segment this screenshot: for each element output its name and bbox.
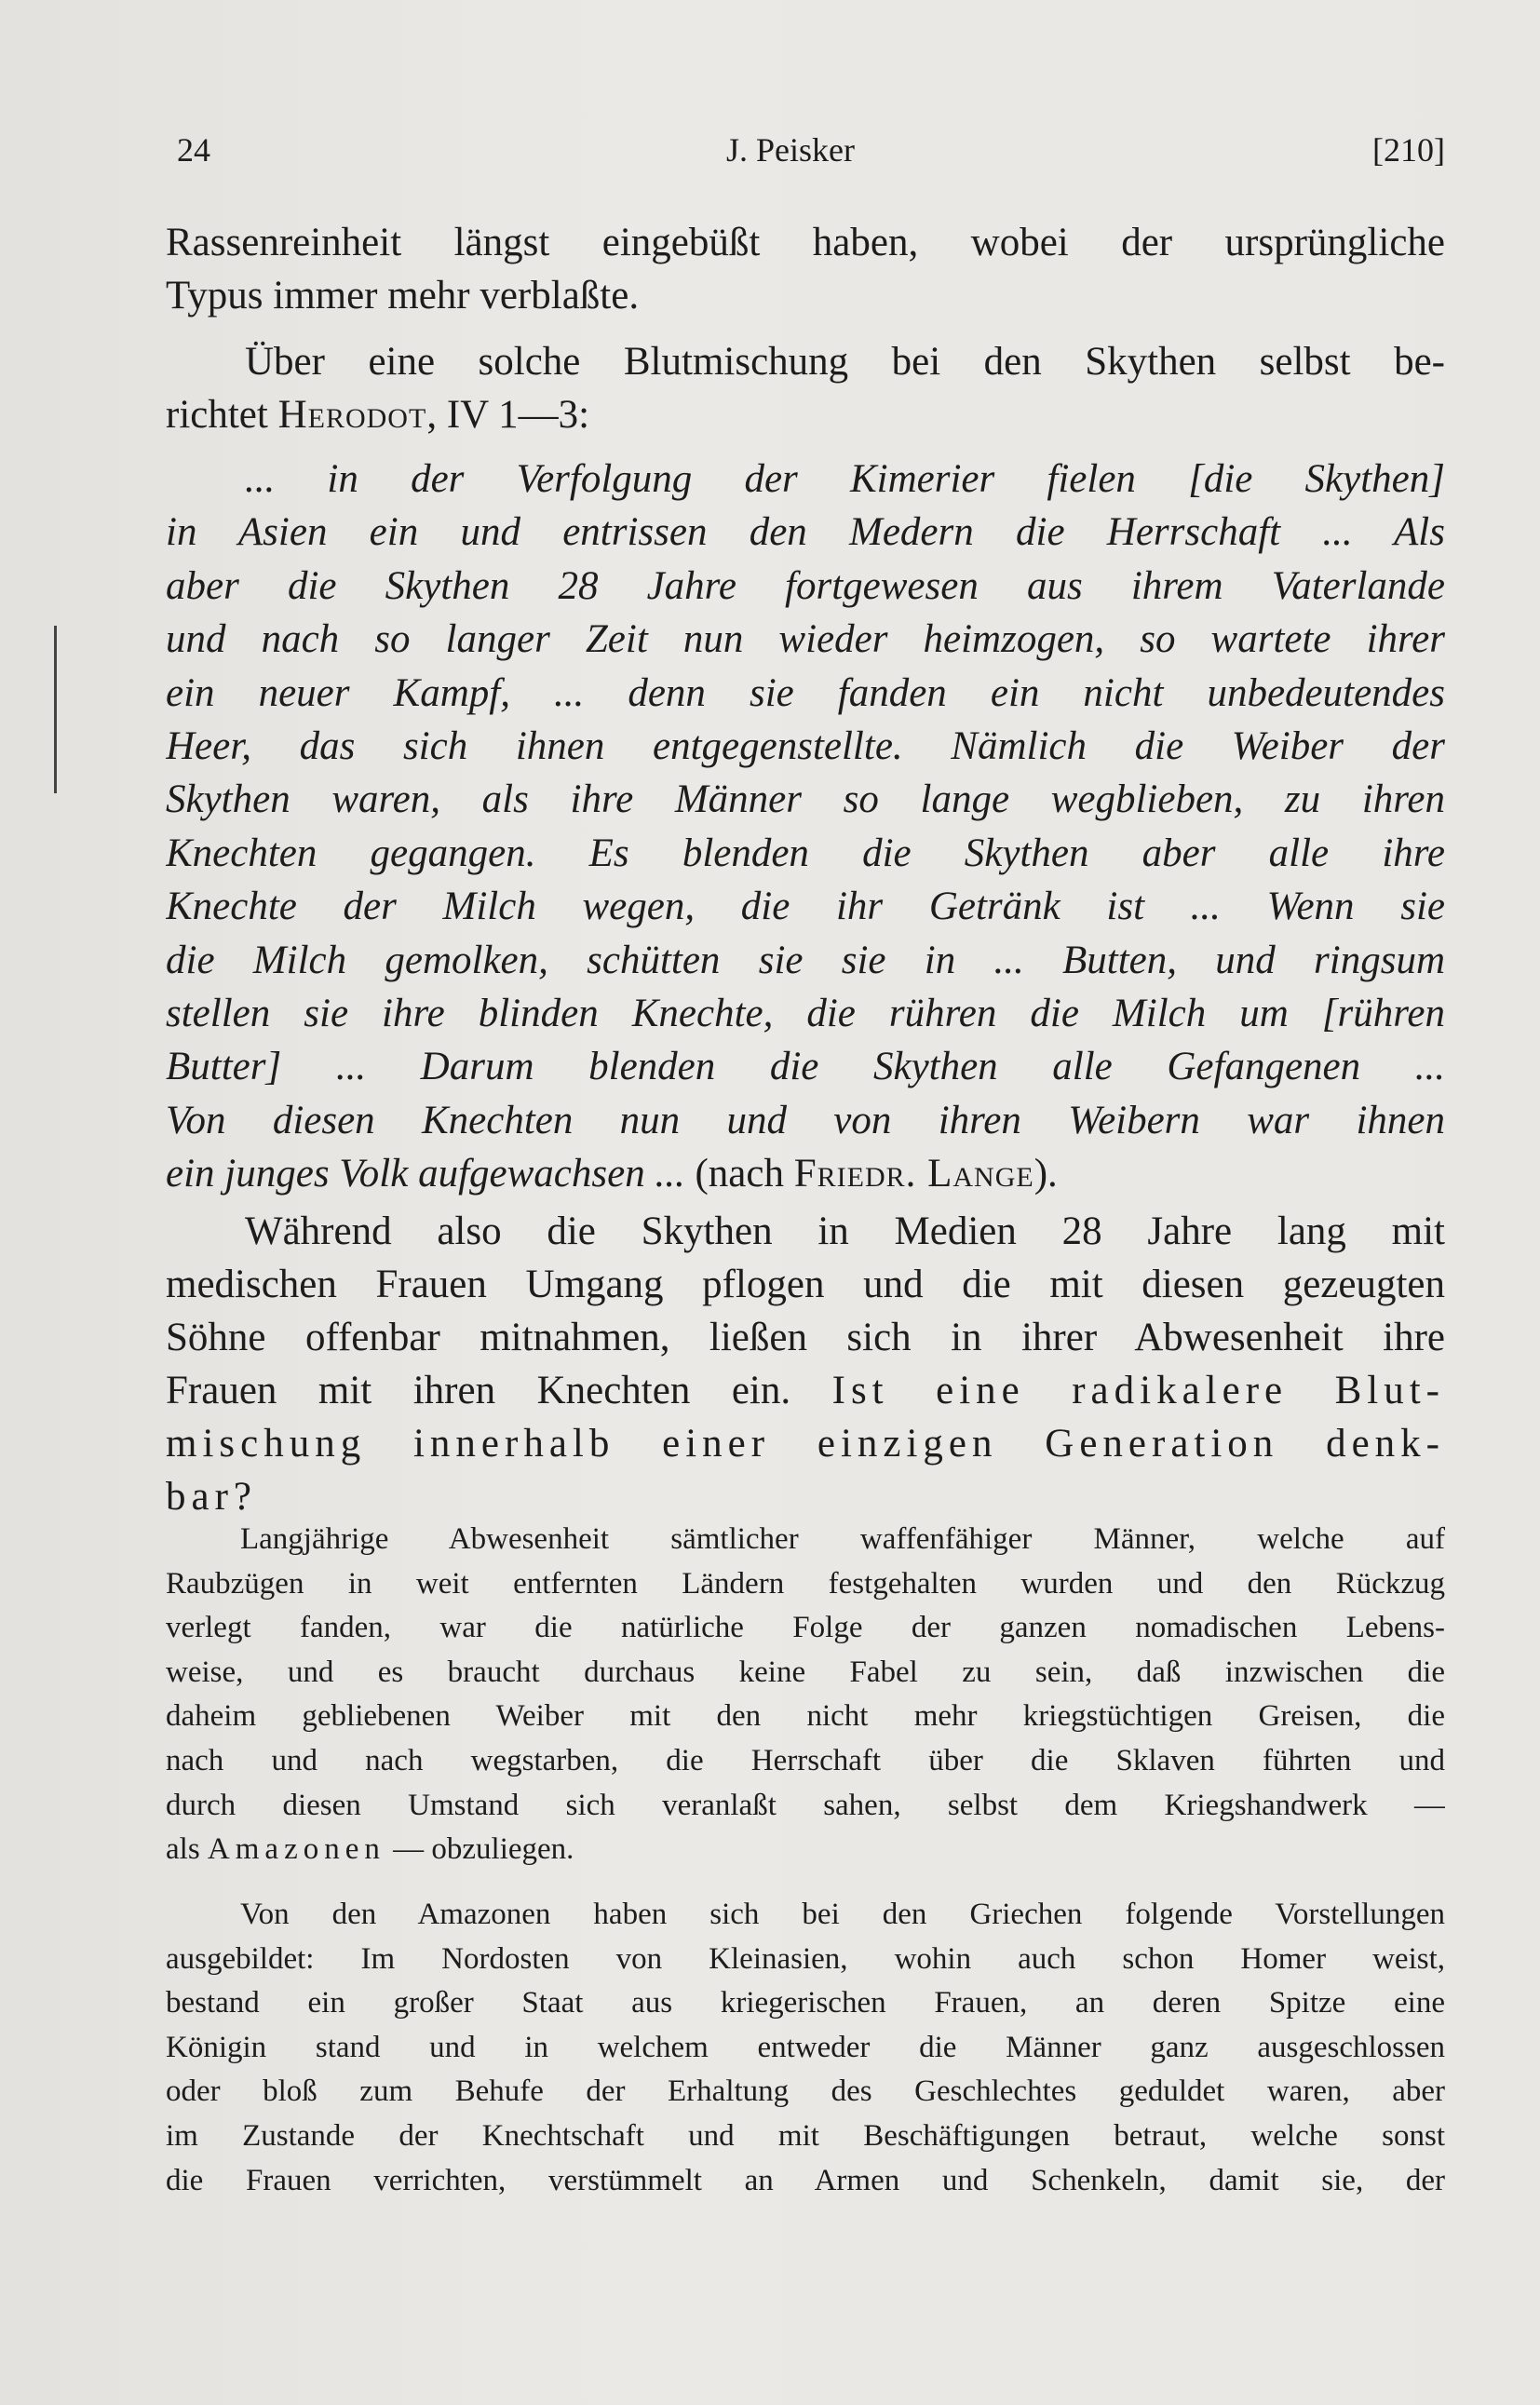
text-line: richtet Herodot, IV 1—3: xyxy=(166,393,590,437)
text-line: als Amazonen — obzuliegen. xyxy=(166,1832,574,1867)
text-line: Königin stand und in welchem entweder die Männer ganz ausgeschlossen xyxy=(166,2030,1445,2064)
text-line: medischen Frauen Umgang pflogen und die mit diesen gezeugten xyxy=(166,1263,1445,1306)
quote-line: Heer, das sich ihnen entgegenstellte. Nämlich die Weiber der xyxy=(166,724,1445,769)
text-line: Über eine solche Blutmischung bei den Skythen selbst be- xyxy=(245,340,1445,384)
quote-line: Knechte der Milch wegen, die ihr Getränk ist ... Wenn sie xyxy=(166,885,1445,929)
quote-line: und nach so langer Zeit nun wieder heimzogen, so wartete ihrer xyxy=(166,617,1445,662)
source-name-lange: Friedr. Lange xyxy=(793,1152,1034,1196)
text-line: nach und nach wegstarben, die Herrschaft über die Sklaven führten und xyxy=(166,1743,1445,1777)
text-line: die Frauen verrichten, verstümmelt an Armen und Schenkeln, damit sie, der xyxy=(166,2163,1445,2197)
text-line: Söhne offenbar mitnahmen, ließen sich in ihrer Abwesenheit ihre xyxy=(166,1316,1445,1359)
text-line: Raubzügen in weit entfernten Ländern festgehalten wurden und den Rückzug xyxy=(166,1566,1445,1601)
quote-line: die Milch gemolken, schütten sie sie in ... Butten, und ringsum xyxy=(166,938,1445,982)
spaced-emphasis: Ist eine radikalere Blut- xyxy=(831,1369,1445,1412)
text-line: Frauen mit ihren Knechten ein. Ist eine radikalere Blut- xyxy=(166,1369,1445,1412)
text-line: bestand ein großer Staat aus kriegerischen Frauen, an deren Spitze eine xyxy=(166,1986,1445,2020)
text-line: oder bloß zum Behufe der Erhaltung des Geschlechtes geduldet waren, aber xyxy=(166,2074,1445,2109)
quote-line: in Asien ein und entrissen den Medern die Herrschaft ... Als xyxy=(166,510,1445,555)
paragraph-small-absence xyxy=(166,1518,1445,1872)
paragraph-analysis xyxy=(166,1205,1445,1523)
text-line: daheim gebliebenen Weiber mit den nicht mehr kriegstüchtigen Greisen, die xyxy=(166,1699,1445,1734)
text-line: Während also die Skythen in Medien 28 Jahre lang mit xyxy=(245,1209,1445,1253)
paragraph-intro-quote xyxy=(166,335,1445,441)
quote-line: aber die Skythen 28 Jahre fortgewesen aus ihrem Vaterlande xyxy=(166,563,1445,608)
text-line-spaced: mischung innerhalb einer einzigen Generation denk- xyxy=(166,1422,1445,1466)
author-name-herodot: Herodot xyxy=(277,393,427,437)
quote-line: ein junges Volk aufgewachsen ... (nach Friedr. Lange). xyxy=(166,1152,1058,1196)
text-line: im Zustande der Knechtschaft und mit Beschäftigungen betraut, welche sonst xyxy=(166,2118,1445,2153)
text-line: weise, und es braucht durchaus keine Fabel zu sein, daß inzwischen die xyxy=(166,1655,1445,1689)
quote-line: Von diesen Knechten nun und von ihren Weibern war ihnen xyxy=(166,1098,1445,1142)
text-line: Von den Amazonen haben sich bei den Griechen folgende Vorstellungen xyxy=(240,1898,1445,1931)
text-line: Typus immer mehr verblaßte. xyxy=(166,274,640,318)
quote-line: ein neuer Kampf, ... denn sie fanden ein nicht unbedeutendes xyxy=(166,670,1445,715)
margin-pencil-mark xyxy=(54,626,57,793)
text-line: Langjährige Abwesenheit sämtlicher waffenfähiger Männer, welche auf xyxy=(240,1522,1445,1556)
text-line: verlegt fanden, war die natürliche Folge der ganzen nomadischen Lebens- xyxy=(166,1611,1445,1645)
text-line-spaced: bar? xyxy=(166,1475,257,1519)
paragraph-small-amazons xyxy=(166,1893,1445,2203)
running-head-author: J. Peisker xyxy=(726,131,855,169)
page-number: 24 xyxy=(177,131,210,169)
paragraph-continuation xyxy=(166,216,1445,322)
herodotus-quotation xyxy=(166,453,1445,1201)
quote-line: Skythen waren, als ihre Männer so lange wegblieben, zu ihren xyxy=(166,777,1445,822)
original-page-number: [210] xyxy=(1372,131,1445,169)
spaced-emphasis: Amazonen xyxy=(207,1832,385,1867)
text-line: durch diesen Umstand sich veranlaßt sahen, selbst dem Kriegshandwerk — xyxy=(166,1788,1445,1822)
quote-line: stellen sie ihre blinden Knechte, die rühren die Milch um [rühren xyxy=(166,992,1445,1036)
text-line: Rassenreinheit längst eingebüßt haben, wobei der ursprüngliche xyxy=(166,221,1445,264)
text-line: ausgebildet: Im Nordosten von Kleinasien, wohin auch schon Homer weist, xyxy=(166,1941,1445,1976)
running-header xyxy=(177,130,1445,186)
quote-line: Butter] ... Darum blenden die Skythen alle Gefangenen ... xyxy=(166,1045,1445,1089)
quote-line: ... in der Verfolgung der Kimerier fielen [die Skythen] xyxy=(245,457,1445,501)
quote-line: Knechten gegangen. Es blenden die Skythen aber alle ihre xyxy=(166,831,1445,875)
